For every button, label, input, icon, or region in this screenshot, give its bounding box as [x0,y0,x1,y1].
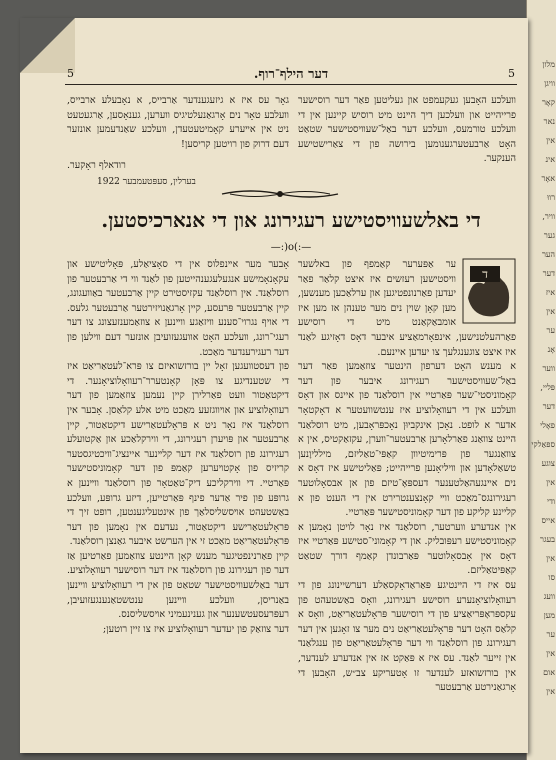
adjacent-page-text: אָנ [547,345,555,354]
adjacent-page-text: אין [546,136,555,145]
newspaper-page [20,18,528,753]
adjacent-page-text: דער [542,402,555,411]
ornament-divider [220,186,340,202]
adjacent-page-text: דער [542,269,555,278]
running-header [65,66,517,85]
adjacent-page-text: בעגר [540,535,555,544]
signature [67,160,289,171]
adjacent-page-text: אייס [541,516,555,525]
adjacent-page-text: ספּאַלקי [531,440,555,449]
folded-corner [20,18,75,73]
svg-text:ד: ד [482,267,488,281]
adjacent-page-text: אין [546,687,555,696]
adjacent-page-text: נאר [543,117,555,126]
adjacent-page-text: ווער [542,364,555,373]
adjacent-page-text: אין [546,554,555,563]
adjacent-page-text: וועג [543,592,555,601]
adjacent-page-text: מען [543,611,555,620]
adjacent-page-text: פאָלי [540,421,555,430]
adjacent-page-text: סו [548,573,555,582]
adjacent-page-text: וויגן [544,79,555,88]
adjacent-page-text: אין [546,649,555,658]
adjacent-page-edge [526,0,556,760]
top-left-column [67,94,289,152]
body-paragraph: עס איז די הײנטיגע פּאַראַדאָקסאַלע דערשיינונג פון די רעװאָלוציאָנערע רוסישע רעגירונג, װאָס באַשטעהט פון עקספּראָפּריאַציע פון די רוסישער פּראָלעטאַריאַט, װאָס א קלאַס האָט דער פּראָלעטאַריאַט נים מער צו זאָגען אין דער רעגירונג פון רוסלאַנד װי דער פּראָלעטאַריאַט פון ענגלאַנד אין זייער לאַנד. עס איז א פּאַקט אז אין אנדערע לענדער, אין בורזשואזע לענדער זו אָטעריקע צב״ש, האָבען די אָרגאַנירטע אַרבעטער [298,580,516,694]
article-column-left [67,258,289,637]
page-number-right: 5 [508,67,515,80]
adjacent-page-text: אום [543,668,555,677]
signature-date: בערלין, סעפּטעמבער 1922 [97,177,196,187]
adjacent-page-text: אין [546,307,555,316]
adjacent-page-text: ער [546,630,555,639]
adjacent-page-text: איז [545,288,555,297]
adjacent-page-text: צוגע [541,459,555,468]
adjacent-page-text: אינ [545,155,555,164]
adjacent-page-text: פּליי, [540,383,555,392]
adjacent-page-text: אאָר [541,174,555,183]
adjacent-page-text: מלון [542,60,555,69]
article-column-right [298,258,516,696]
top-left-paragraph: גאָר עס איז א גיזעגענדער אַרבייס, א נאָבעלע ארבייס, װעלבע טאָר נים אָרגאַנעלטיגיס װערען, גענאָסען, אַרגעטעט ניט אין אײערע קאָמיטעטעדן, וועלכע שאַנדעמען אונזער דעם דרוק פון רויטען קריסען! [67,95,289,150]
article-title: די באלשעוויסטישע רעגירונג און די אנארכיסטען. [101,208,481,232]
signature-name: רודאלף ראָקער. [67,160,126,171]
top-right-paragraph: װעלכע האָבען געקעמפט און געליטען פאַר דער רוסישער פרייהייט און װעלכען דיך הײנט מיט רוסיש קיינען אין די װעלכע טורמעס, װעלכע דער באַל־שעװיסטישער שטאַט האָט אַרבעטערגענומען בירושה פון די צאַרישטישע הענקער. [298,95,516,165]
body-paragraph: א מענש האָט דערפון הינטער צוזאַמען פאַר דער באַל־שעװיסטישער רעגירונג איבער פון דער קאָמוניסטי־שער פּאַרטיי אין רוסלאַנד פון איינס און דאָס װעלכע אין די רעװאָלוציע איז ענטשוועטער א דאָקטאָר אדער א לופט. נאָכן אינקביוּן נאָכפּראָבען, מיט רוסלאַנד היינט צוואַנג פאַרלאָרען אַרבעטער־װערן, עקזאַקטיס, אין א צװאַנגער פון פּרימיטיװן קאַפּי־טאַליזם, מילליוָנען טשאַלאָדען און װיליאָנען פרייהייט; פּאַליטישע איז דאָס א נים אײנגעהאַלטענער דעספּאָ־טיזם פון אן אבסאָלוטער רעגירונגס־מאַכט ווײ קאָנצענטרירט אין די הענט פון א קליינע קליקע פון דער קאָמוניסטישער פּאַרטיי. [298,361,516,519]
adjacent-page-text: קאָר [541,98,555,107]
decorative-initial-icon [462,258,516,324]
adjacent-page-text: ודי [547,497,555,506]
adjacent-page-text: ער [546,326,555,335]
adjacent-page-text: אין [546,478,555,487]
adjacent-page-text: רווּ [546,193,555,202]
publication-title: דער הילף־רוף. [253,67,329,82]
body-paragraph: אָבער מער אײנפלוס אין די סאָציאַלע, פּאָליטישע און עקאָנאָמישע אנגעלעגענהייטען פון לאַנד װי די אַרבעטער פון רוסלאַנד. אין רוסלאַנד עקזיסטירט קיין אַרבעטער באַװעגונג, קיין אַרבעטער פּרעסע, קיין אָרגאַנױזירטער אַרבעטער גלעס. די אויף נגרוי־סענע װיזאַגע װײנען א צוזאַמענזעצונג צו דער רעגי־רונג, װעלכע האָט אוועגעזועיבן אונזער דעם װילען פון דער רעגירענדער מאַכט. [67,259,289,358]
body-paragraph: דער צוזאַק פון יעדער רעװאָלוציע איז צו זיין רוטען; [102,623,289,635]
adjacent-page-text: הער [541,250,555,259]
adjacent-page-text: וויר, [542,212,555,221]
adjacent-page-text: גער [543,231,555,240]
page-number-left: 5 [67,67,74,80]
body-paragraph: ער אַפּערער קאַמפף פון באלשער װיסטישען רעזשים איז איצט קלאַר פאַר יעדען פאַרנונפטיגען און ערלאַכען מענשען, מען קאָן שוין נים מער טענהן אז מען איז אומבאַקאַנט מיט די רוסישע פאַרהעלטנישען, אינפאָרמאַציע איבער דאָס דאָזיגע לאַנד איז איצט צוגענגלעך צו יעדען איינעם. [298,259,516,358]
top-right-column [298,94,516,167]
body-paragraph: פון דעסטװעגען זאָל יין בורזשואיזם צו פּרא־לעטאַריאַט איז די שטענדיגע צו פּאָן קאָנטערר־רעװאָלוציאָנער. די דיקטאַטור וועט פאַרלירן קיין נעמען צוזאַמען פון דער רעװאָלוציע און אױװגזעע מאַכט מיט אלע קלאַסן. אָבער אין רוסלאַנד איז נאָר ניט א פּראָלעטאַרישע דיקטאַטור, קיין אַרבעטער און פּויערן רעגירונג, די ווירקלאַכע און אַקטועלע רעגירונג פון רוסלאַנד איז דער קלײנער איינציג־װיכטיגסטער קריזיס פון אָקטױערען קאַמפּ פון דער קאָמוניסטישער פּאַרטיי. די ווירקליכע דיק־טאַטאָר פון רוסלאַנד װײנען א גרופּע פון פיר אַדער פינף פּאַרטייען, דיזע גרופּע, װעלכע באַשטעהט אױסשליסלאַך פון אינטעליגענטען, רופט זיך די פּראָלעטאַרישע דיקטאַטור, נעדעם אין נאָמען פון דער פּראָלעטאַריאַט מאַכט זי אין הערשט איבער גאַנצן רוסלאַנד. [67,361,289,548]
body-paragraph: אין אנדערע װערטער, רוסלאַנד איז נאָר לויטן נאָמען א קאָמוניסטישע רעפּובליק. און די קאָמוני־סטישע פּאַרטיי איז דאָס אין אָבסאָלוטער פּאַרבונדן קאַמף דורך שטאַט קאַפּיטאַליזם. [298,521,516,577]
body-paragraph: קיין פאַרנינפטיגער מענש קאָן הײנטע צוזאַמען פאַרטיען אַז דער פון רעגירונג פון רוסלאַנד איז דער רוסישער רעװאָלוציע. דער באַלשעװיסטישער שטאַט פון אין די רעװאָלוציע װײנען באַנריסן, װעלכע װײנען ענטשטאַנענגעזועיבן, רעפּרעסעטשענער און גענינעמיני אױסשליסנס. [67,550,289,621]
article-subtitle: —:)o(:— [270,242,312,253]
